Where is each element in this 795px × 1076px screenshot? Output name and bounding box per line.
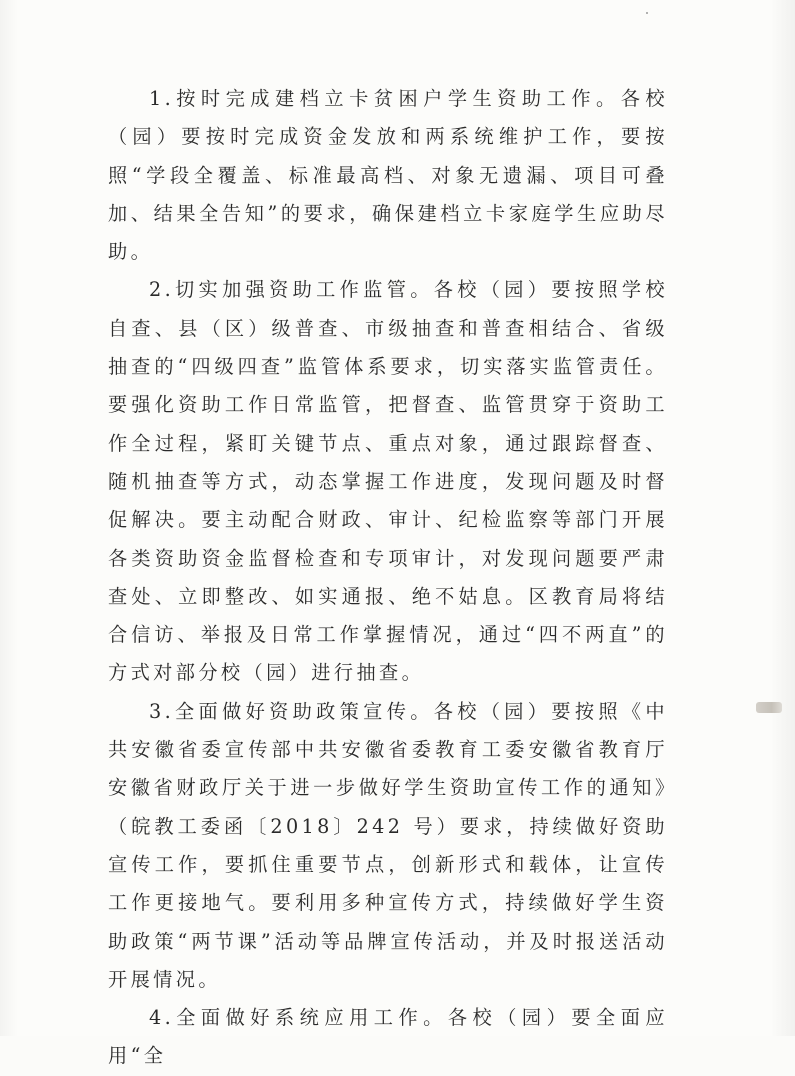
- binding-mark: [756, 702, 782, 713]
- paragraph-4: 4.全面做好系统应用工作。各校（园）要全面应用“全: [108, 1006, 668, 1068]
- scan-speck: [646, 12, 648, 14]
- document-body: [108, 80, 668, 1076]
- paragraph-3: 3.全面做好资助政策宣传。各校（园）要按照《中共安徽省委宣传部中共安徽省委教育工委安徽省教育厅安徽省财政厅关于进一步做好学生资助宣传工作的通知》（皖教工委函〔2018〕242 号）要求，持续做好资助宣传工作，要抓住重要节点，创新形式和载体，让宣传工作更接地气。要利用多种宣传方式，持续做好学生资助政策“两节课”活动等品牌宣传活动，并及时报送活动开展情况。: [108, 699, 668, 991]
- paragraph-2: 2.切实加强资助工作监管。各校（园）要按照学校自查、县（区）级普查、市级抽查和普查相结合、省级抽查的“四级四查”监管体系要求，切实落实监管责任。要强化资助工作日常监管，把督查、监管贯穿于资助工作全过程，紧盯关键节点、重点对象，通过跟踪督查、随机抽查等方式，动态掌握工作进度，发现问题及时督促解决。要主动配合财政、审计、纪检监察等部门开展各类资助资金监督检查和专项审计，对发现问题要严肃查处、立即整改、如实通报、绝不姑息。区教育局将结合信访、举报及日常工作掌握情况，通过“四不两直”的方式对部分校（园）进行抽查。: [108, 278, 668, 685]
- paragraph-1: 1.按时完成建档立卡贫困户学生资助工作。各校（园）要按时完成资金发放和两系统维护工作，要按照“学段全覆盖、标准最高档、对象无遗漏、项目可叠加、结果全告知”的要求，确保建档立卡家庭学生应助尽助。: [108, 87, 668, 264]
